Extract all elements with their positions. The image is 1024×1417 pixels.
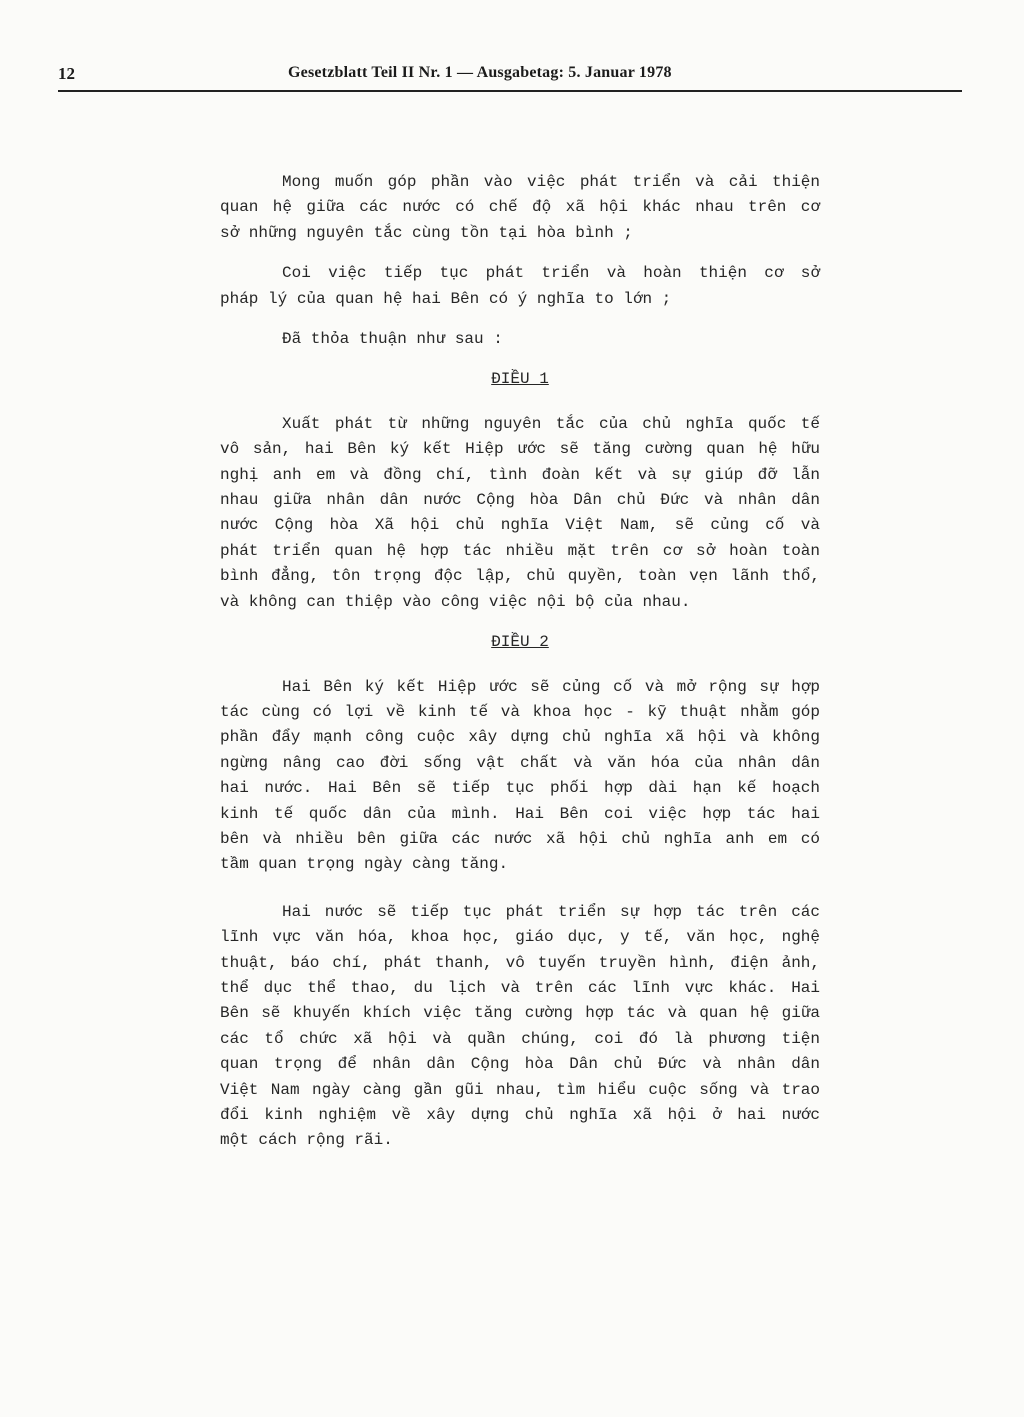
article-2-heading — [220, 630, 820, 655]
article-1-heading — [220, 367, 820, 392]
text-line-content: tác cùng có lợi về kinh tế và khoa học - kỹ thuật nhằm góp — [220, 702, 820, 721]
paragraph-preamble-2 — [220, 261, 820, 312]
text-line-content: sở những nguyên tắc cùng tồn tại hòa bình ; — [220, 223, 633, 242]
text-line-content: đổi kinh nghiệm về xây dựng chủ nghĩa xã hội ở hai nước — [220, 1106, 820, 1124]
article-2-paragraph-1 — [220, 675, 820, 878]
text-line-content: Coi việc tiếp tục phát triển và hoàn thiện cơ sở — [282, 264, 820, 283]
text-line-content: nghị anh em và đồng chí, tình đoàn kết và sự giúp đỡ lẫn — [220, 465, 820, 484]
article-2-heading-text: ĐIỀU 2 — [491, 633, 549, 652]
text-line — [220, 1027, 820, 1052]
text-line — [220, 287, 820, 312]
text-line — [220, 539, 820, 564]
text-line-content: một cách rộng rãi. — [220, 1131, 393, 1150]
text-line — [220, 195, 820, 220]
text-line-content: quan hệ giữa các nước có chế độ xã hội khác nhau trên cơ — [220, 198, 820, 217]
text-line-content: nước Cộng hòa Xã hội chủ nghĩa Việt Nam, sẽ củng cố và — [220, 516, 820, 535]
text-line-content: Hai nước sẽ tiếp tục phát triển sự hợp tác trên các — [282, 902, 820, 921]
text-line-content: các tổ chức xã hội và quần chúng, coi đó là phương tiện — [220, 1029, 820, 1048]
document-body — [220, 170, 820, 1169]
text-line — [220, 852, 820, 877]
text-line — [220, 900, 820, 925]
text-line — [220, 976, 820, 1001]
text-line — [220, 513, 820, 538]
text-line — [220, 951, 820, 976]
text-line-content: bên và nhiều bên giữa các nước xã hội chủ nghĩa anh em có — [220, 829, 820, 848]
text-line-content: thể dục thể thao, du lịch và trên các lĩnh vực khác. Hai — [220, 978, 820, 997]
text-line — [220, 1078, 820, 1103]
text-line — [220, 776, 820, 801]
text-line — [220, 675, 820, 700]
text-line-content: Việt Nam ngày càng gần gũi nhau, tìm hiểu cuộc sống và trao — [220, 1080, 820, 1099]
text-line — [220, 170, 820, 195]
text-line — [220, 488, 820, 513]
text-line-content: thuật, báo chí, phát thanh, vô tuyến truyền hình, điện ảnh, — [220, 953, 820, 972]
text-line-content: Xuất phát từ những nguyên tắc của chủ nghĩa quốc tế — [282, 414, 820, 433]
text-line-content: vô sản, hai Bên ký kết Hiệp ước sẽ tăng cường quan hệ hữu — [220, 440, 820, 459]
text-line — [220, 221, 820, 246]
text-line-content: nhau giữa nhân dân nước Cộng hòa Dân chủ Đức và nhân dân — [220, 491, 820, 510]
text-line-content: bình đẳng, tôn trọng độc lập, chủ quyền, toàn vẹn lãnh thổ, — [220, 567, 820, 586]
text-line-content: phát triển quan hệ hợp tác nhiều mặt trên cơ sở hoàn toàn — [220, 541, 820, 560]
text-line — [220, 1001, 820, 1026]
page-header — [58, 60, 962, 92]
text-line — [220, 802, 820, 827]
text-line — [220, 261, 820, 286]
text-line — [220, 564, 820, 589]
text-line — [220, 437, 820, 462]
text-line-content: Mong muốn góp phần vào việc phát triển và cải thiện — [282, 173, 820, 191]
text-line-content: kinh tế quốc dân của mình. Hai Bên coi việc hợp tác hai — [220, 804, 820, 823]
article-1-paragraph — [220, 412, 820, 615]
text-line — [220, 827, 820, 852]
text-line — [220, 725, 820, 750]
text-line-content: và không can thiệp vào công việc nội bộ của nhau. — [220, 592, 691, 611]
page-number: 12 — [58, 64, 75, 83]
text-line — [220, 925, 820, 950]
gazette-title: Gesetzblatt Teil II Nr. 1 — Ausgabetag: 5. Januar 1978 — [288, 64, 672, 81]
text-line-content: lĩnh vực văn hóa, khoa học, giáo dục, y tế, văn học, nghệ — [220, 928, 820, 947]
article-2-paragraph-2 — [220, 900, 820, 1154]
text-line-content: Bên sẽ khuyến khích việc tăng cường hợp tác và quan hệ giữa — [220, 1004, 820, 1023]
text-line-content: hai nước. Hai Bên sẽ tiếp tục phối hợp dài hạn kế hoạch — [220, 779, 820, 798]
text-line — [220, 1052, 820, 1077]
text-line-content: phần đẩy mạnh công cuộc xây dựng chủ nghĩa xã hội và không — [220, 728, 820, 747]
text-line — [220, 412, 820, 437]
text-line — [220, 463, 820, 488]
text-line — [220, 1128, 820, 1153]
paragraph-preamble-1 — [220, 170, 820, 246]
text-line — [220, 327, 820, 352]
paragraph-agreed — [220, 327, 820, 352]
text-line — [220, 1103, 820, 1128]
text-line — [220, 700, 820, 725]
text-line — [220, 590, 820, 615]
text-line-content: quan trọng để nhân dân Cộng hòa Dân chủ Đức và nhân dân — [220, 1055, 820, 1074]
text-line-content: pháp lý của quan hệ hai Bên có ý nghĩa to lớn ; — [220, 289, 672, 308]
text-line-content: Hai Bên ký kết Hiệp ước sẽ củng cố và mở rộng sự hợp — [282, 677, 820, 696]
article-1-heading-text: ĐIỀU 1 — [491, 370, 549, 389]
text-line — [220, 751, 820, 776]
text-line-content: ngừng nâng cao đời sống vật chất và văn hóa của nhân dân — [220, 753, 820, 772]
text-line-content: tầm quan trọng ngày càng tăng. — [220, 855, 509, 874]
text-line-content: Đã thỏa thuận như sau : — [282, 330, 503, 349]
